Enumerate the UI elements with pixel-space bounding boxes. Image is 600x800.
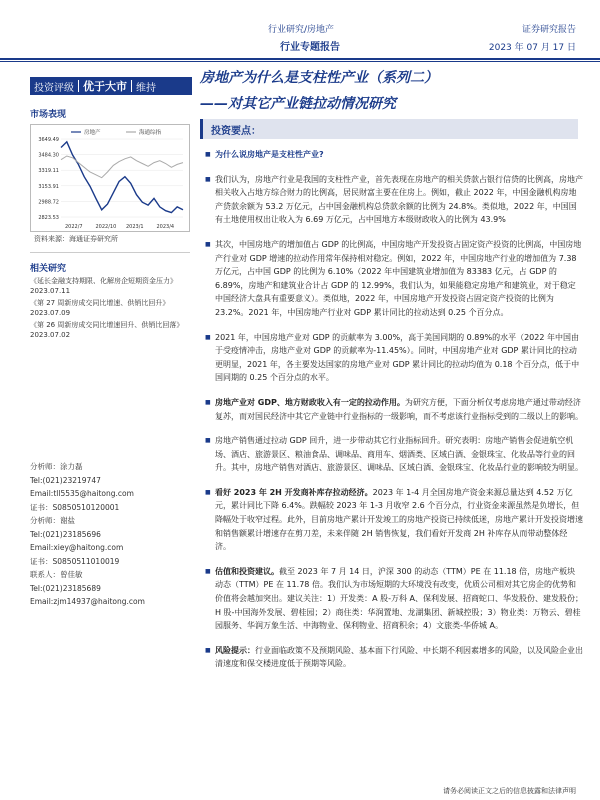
analyst-email[interactable]: Email:tll5535@haitong.com xyxy=(30,489,134,498)
legend-label: 海通综指 xyxy=(139,130,162,136)
rating-value: 优于大市 xyxy=(83,80,127,93)
analyst-line: 证书：S0850511010019 xyxy=(30,556,120,566)
report-date: 2023 年 07 月 17 日 xyxy=(488,43,576,53)
x-tick-label: 2023/4 xyxy=(156,224,175,230)
y-tick-label: 2823.53 xyxy=(38,215,59,221)
bullet-paragraph xyxy=(205,486,583,554)
related-item[interactable]: 《延长金融支持期限、化解房企短期资金压力》2023.07.11 xyxy=(30,277,177,295)
series-line xyxy=(61,142,183,213)
bullet-paragraph xyxy=(205,331,583,385)
left-column-divider xyxy=(30,252,190,253)
paragraph-lead: 风险提示： xyxy=(215,645,255,655)
analyst-line: 分析师：涂力磊 xyxy=(30,462,83,471)
analyst-email[interactable]: Email:zjm14937@haitong.com xyxy=(30,597,145,606)
paragraph-text: 2021 年，中国房地产业对 GDP 的贡献率为 3.00%，高于美国同期的 0.89%的水平（2022 年中国由于受疫情冲击，房地产业对 GDP 的贡献率为-11.45%）。同时，中国房地产业对 GDP 累计同比的拉动更明显，2021 年，各主要发达国家的房地产业对 GDP 累计同比的拉动均值为 0.18 个百分点，低于中国同期的 0.25 个百分点的水平。 xyxy=(215,332,580,383)
analyst-line: Tel:(021)23219747 xyxy=(30,475,101,485)
y-tick-label: 2988.72 xyxy=(38,199,59,206)
paragraph-text: 房地产销售通过拉动 GDP 回升，进一步带动其它行业指标回升。研究表明：房地产销售会促进航空机场、酒店、旅游景区、粮油食品、调味品、商用车、烟酒类、区域白酒、金银珠宝、化妆品等行业的回升。其中，房地产销售对酒店、旅游景区、调味品、区域白酒、金银珠宝、化妆品行业的影响较为明显。 xyxy=(215,436,583,473)
paragraph-lead: 估值和投资建议。 xyxy=(215,566,279,576)
bullet-paragraph xyxy=(205,644,583,671)
y-tick-label: 3484.30 xyxy=(38,152,59,159)
key-points-title: 投资要点： xyxy=(211,126,261,137)
rating-label: 投资评级 xyxy=(34,82,74,94)
question-text: 为什么说房地产是支柱性产业? xyxy=(215,150,324,159)
paragraph-text: 其次，中国房地产的增加值占 GDP 的比例高，中国房地产开发投资占固定资产投资的比例高，中国房地产行业对 GDP 增速的拉动作用常年保持相对稳定。例如，2022 年，中国房地产行业的增加值为 7.38 万亿元，占中国 GDP 的比例为 6.10%（2022 年中国建筑业增加值为 83383 亿元，占 GDP 的 6.89%，房地产和建筑业合计占 GDP 的 12.99%，我们认为，如果能稳定房地产和建筑业，对于稳定中国经济大盘具有重要意义）。类似地，2022 年，中国房地产开发投资占固定资产投资的比例为 23.2%。2021 年，中国房地产行业对 GDP 累计同比的拉动达到 0.25 个百分点。 xyxy=(215,239,582,317)
analyst-line: 联系人：曾佳敏 xyxy=(30,570,83,579)
analyst-email[interactable]: Email:xiey@haitong.com xyxy=(30,543,124,552)
bullet-paragraph xyxy=(205,565,583,633)
related-item[interactable]: 《第 26 周新房成交同比增速回升、供销比回落》2023.07.02 xyxy=(30,321,184,339)
investment-rating-bar xyxy=(30,77,192,95)
bullet-paragraph xyxy=(205,238,583,320)
market-performance-title: 市场表现 xyxy=(30,110,67,120)
analyst-line: 分析师：谢盐 xyxy=(30,516,75,525)
legend-label: 房地产 xyxy=(84,130,101,136)
disclaimer-footer: 请务必阅读正文之后的信息披露和法律声明 xyxy=(443,787,576,795)
x-tick-label: 2022/7 xyxy=(65,224,83,230)
related-item[interactable]: 《第 27 周新房成交同比增速、供销比回升》2023.07.09 xyxy=(30,299,170,317)
rating-status: 维持 xyxy=(136,82,156,94)
bullet-paragraph xyxy=(205,434,583,475)
related-research-list xyxy=(30,276,190,342)
report-subcategory: 行业专题报告 xyxy=(280,42,340,53)
analyst-line: Tel:(021)23185689 xyxy=(30,583,101,593)
paragraph-text: 截至 2023 年 7 月 14 日，沪深 300 的动态（TTM）PE 在 11.18 倍，房地产板块动态（TTM）PE 在 11.78 倍。我们认为市场短期的大环境没有改变，优质公司相对其它房企的优势和价值将会越加突出。建议关注：1）开发类：A 股-万科 A、保利发展、招商蛇口、华发股份、建发股份；H 股-中国海外发展、碧桂园；2）商住类：华润置地、龙湖集团、新城控股；3）物业类：万物云、碧桂园服务、华润万象生活、中海物业、保利物业、招商积余；4）文旅类-华侨城 A。 xyxy=(215,566,584,631)
paragraph-text: 2023 年 1-4 月全国房地产资金来源总量达到 4.52 万亿元，累计同比下降 6.4%。跌幅较 2023 年 1-3 月收窄 2.6 个百分点，行业资金来源虽然是负增长，但降幅处于收窄过程。此外，目前房地产累计开发竣工的房地产投资已持续低迷，房地产累计开发投资增速和销售额累计增速存在剪刀差，未来伴随 2H 销售恢复，我们看好开发商 2H 补库存从而带动整体经济。 xyxy=(215,487,583,552)
x-tick-label: 2022/10 xyxy=(95,224,117,230)
paragraph-text: 为研究方便，下面分析仅考虑房地产通过带动经济复苏，而对国民经济中其它产业链中行业指标的一级影响，而不考虑该行业指标受到的二级以上的影响。 xyxy=(215,397,583,421)
report-title-line1: 房地产为什么是支柱性产业（系列二） xyxy=(200,70,438,86)
key-points-header xyxy=(200,119,578,139)
bullet-paragraph xyxy=(205,173,583,227)
bullet-question xyxy=(205,148,583,162)
market-performance-chart xyxy=(30,124,190,232)
analyst-line: Tel:(021)23185696 xyxy=(30,529,101,539)
key-points-body xyxy=(205,148,583,682)
report-type: 证券研究报告 xyxy=(521,25,576,35)
market-chart-svg xyxy=(31,125,189,231)
analyst-line: 证书：S0850510120001 xyxy=(30,502,120,512)
y-tick-label: 3319.11 xyxy=(38,168,59,175)
paragraph-lead: 看好 2023 年 2H 开发商补库存拉动经济。 xyxy=(215,487,373,497)
chart-source: 资料来源：海通证券研究所 xyxy=(34,235,118,243)
report-category: 行业研究/房地产 xyxy=(268,25,335,35)
y-tick-label: 3649.49 xyxy=(38,137,59,143)
related-research-title: 相关研究 xyxy=(30,264,67,274)
header-rule xyxy=(0,58,600,60)
bullet-paragraph xyxy=(205,396,583,423)
report-title-line2: ——对其它产业链拉动情况研究 xyxy=(200,96,396,112)
header-rule-thin xyxy=(0,61,600,62)
analyst-contacts xyxy=(30,460,190,609)
paragraph-text: 行业面临政策不及预期风险、基本面下行风险、中长期不利因素增多的风险，以及风险企业出清速度和保交楼进度低于预期等风险。 xyxy=(215,645,583,669)
paragraph-text: 我们认为，房地产行业是我国的支柱性产业，首先表现在房地产的相关贷款占银行信贷的比例高，房地产相关收入占地方综合财力的比例高，居民财富主要在住房上。例如，截止 2022 年，中国金融机构房地产贷款余额为 53.2 万亿元，占中国金融机构总贷款余额的比例为 24.8%。类似地，2022 年，中国国有土地使用权出让收入为 6.69 万亿元，占中国地方本级财政收入的比例为 43.9% xyxy=(215,174,583,225)
x-tick-label: 2023/1 xyxy=(126,224,144,230)
y-tick-label: 3153.91 xyxy=(38,183,59,190)
paragraph-lead: 房地产业对 GDP、地方财政收入有一定的拉动作用。 xyxy=(215,397,405,407)
